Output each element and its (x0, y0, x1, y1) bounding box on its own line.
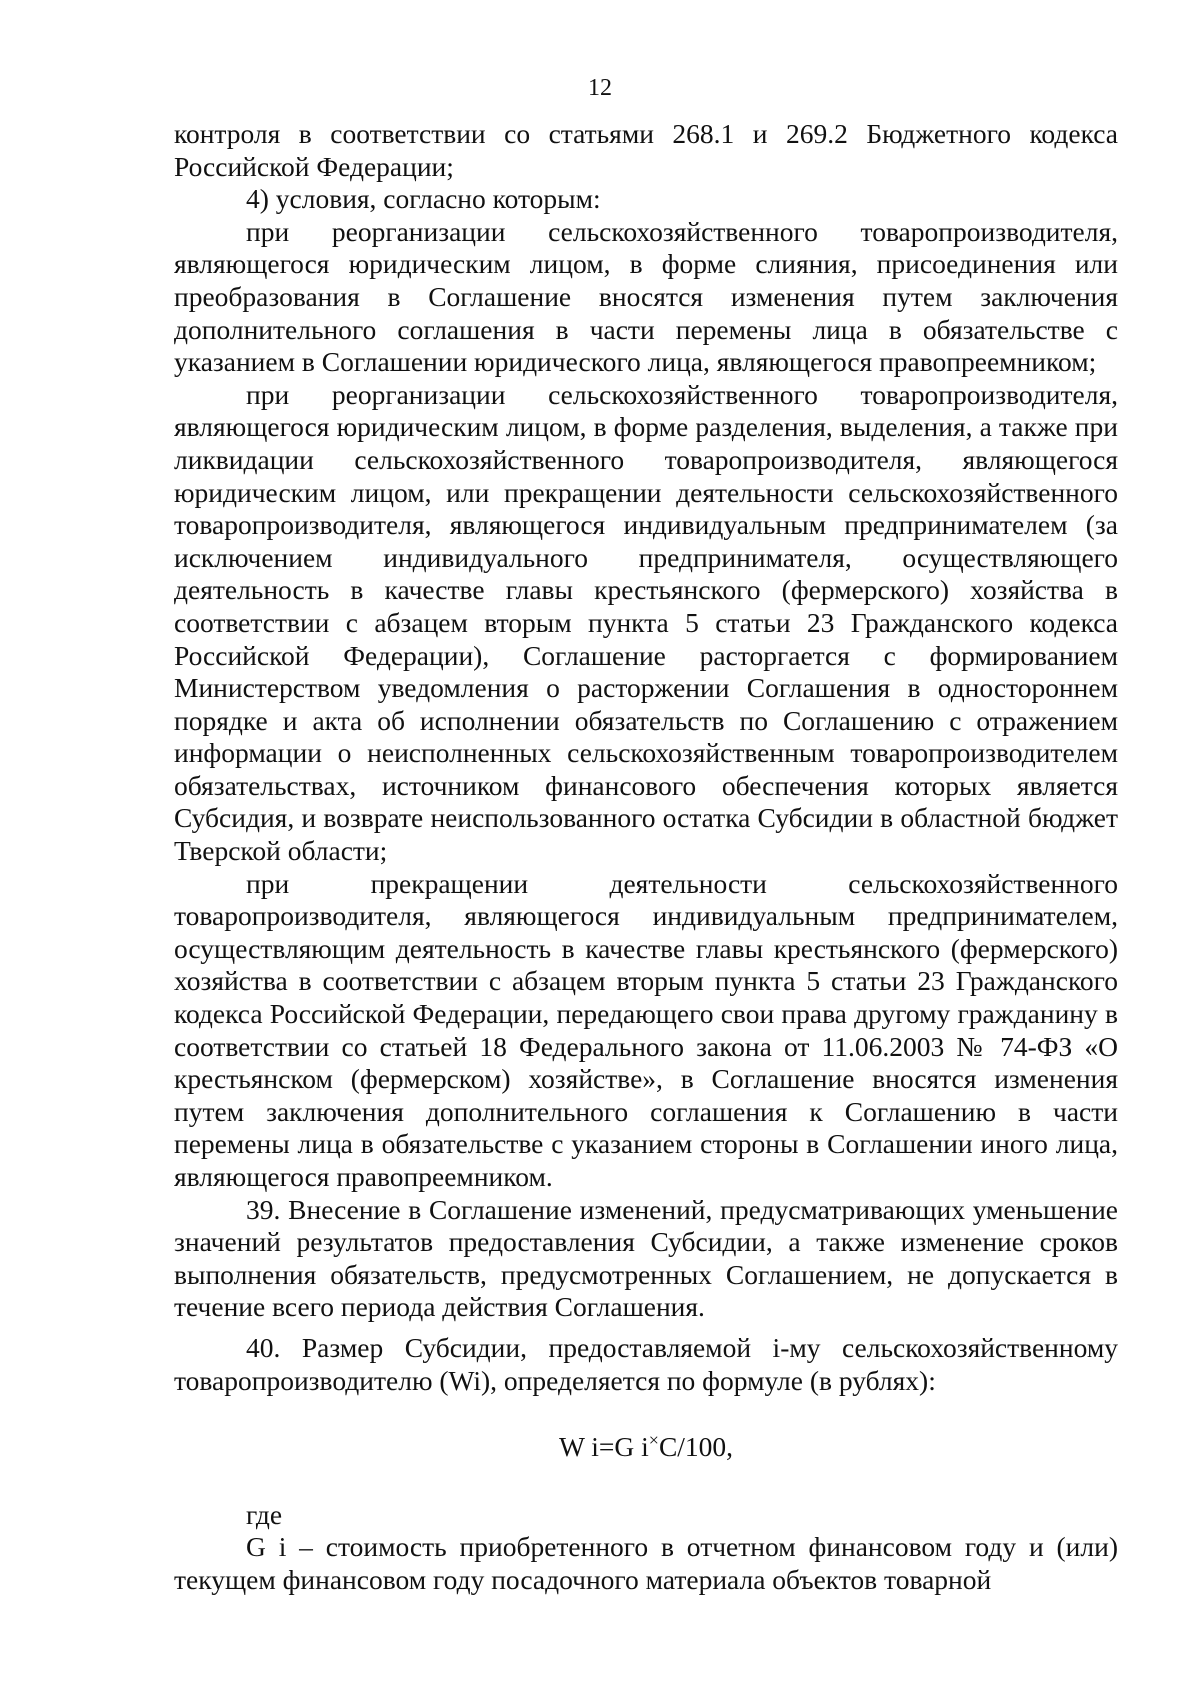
page-number: 12 (588, 75, 612, 101)
paragraph-termination-farm-head: при прекращении деятельности сельскохозяйственного товаропроизводителя, являющегося индивидуальным предпринимателем, осуществляющим деятельность в качестве главы крестьянского (фермерского) хозяйства в соответствии с абзацем вторым пункта 5 статьи 23 Гражданского кодекса Российской Федерации, передающего свои права другому гражданину в соответствии со статьей 18 Федерального закона от 11.06.2003 № 74-ФЗ «О крестьянском (фермерском) хозяйстве», в Соглашение вносятся изменения путем заключения дополнительного соглашения к Соглашению в части перемены лица в обязательстве с указанием стороны в Соглашении иного лица, являющегося правопреемником. (174, 867, 1118, 1192)
spacer (174, 1324, 1118, 1332)
paragraph-item-39: 39. Внесение в Соглашение изменений, предусматривающих уменьшение значений результатов предоставления Субсидии, а также изменение сроков выполнения обязательств, предусмотренных Соглашением, не допускается в течение всего периода действия Соглашения. (174, 1193, 1118, 1323)
subsidy-formula (174, 1431, 1118, 1464)
formula-right: C/100, (658, 1431, 734, 1463)
paragraph-reorganization-merger: при реорганизации сельскохозяйственного товаропроизводителя, являющегося юридическим лицом, в форме слияния, присоединения или преобразования в Соглашение вносятся изменения путем заключения дополнительного соглашения в части перемены лица в обязательстве с указанием в Соглашении юридического лица, являющегося правопреемником; (174, 215, 1118, 378)
document-body (174, 118, 1118, 1597)
formula-left: W i=G i (558, 1431, 649, 1463)
paragraph-where: где (246, 1498, 283, 1530)
paragraph-conditions-heading: 4) условия, согласно которым: (246, 183, 601, 215)
formula-multiply-sign: × (648, 1430, 659, 1451)
paragraph-reorganization-division: при реорганизации сельскохозяйственного товаропроизводителя, являющегося юридическим лицом, в форме разделения, выделения, а также при ликвидации сельскохозяйственного товаропроизводителя, являющегося юридическим лицом, или прекращении деятельности сельскохозяйственного товаропроизводителя, являющегося индивидуальным предпринимателем (за исключением индивидуального предпринимателя, осуществляющего деятельность в качестве главы крестьянского (фермерского) хозяйства в соответствии с абзацем вторым пункта 5 статьи 23 Гражданского кодекса Российской Федерации), Соглашение расторгается с формированием Министерством уведомления о расторжении Соглашения в одностороннем порядке и акта об исполнении обязательств по Соглашению с отражением информации о неисполненных сельскохозяйственным товаропроизводителем обязательствах, источником финансового обеспечения которых является Субсидия, и возврате неиспользованного остатка Субсидии в областной бюджет Тверской области; (174, 378, 1118, 867)
paragraph-item-40: 40. Размер Субсидии, предоставляемой i-му сельскохозяйственному товаропроизводителю (Wi), определяется по формуле (в рублях): (174, 1331, 1118, 1396)
paragraph-gi-definition: G i – стоимость приобретенного в отчетном финансовом году и (или) текущем финансовом году посадочного материала объектов товарной (174, 1531, 1118, 1595)
paragraph-control-continuation: контроля в соответствии со статьями 268.1 и 269.2 Бюджетного кодекса Российской Федерации; (174, 118, 1118, 182)
